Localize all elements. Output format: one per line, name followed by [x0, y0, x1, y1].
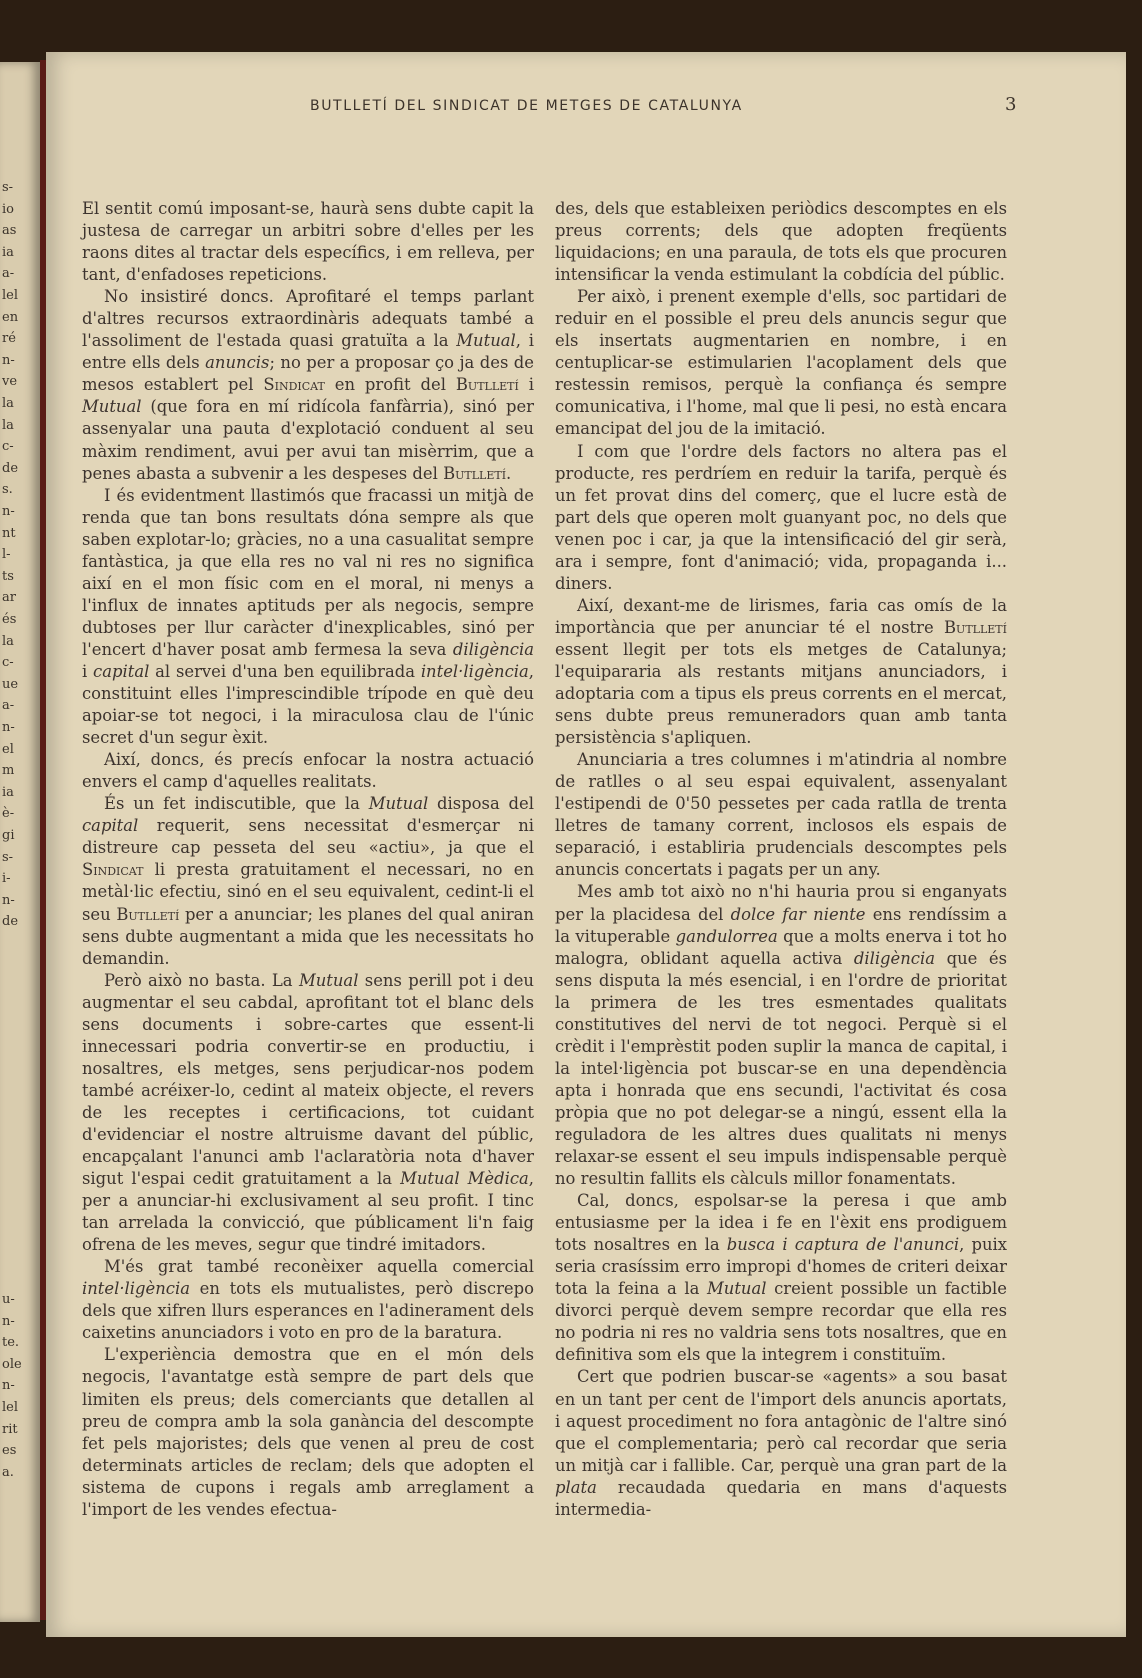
paragraph: No insistiré doncs. Aprofitaré el temps parlant d'altres recursos extraordinàris adequats també a l'assoliment de l'estada quasi gratuïta a la Mutual, i entre ells dels anuncis; no per a proposar ço ja des de mesos establert pel Sindicat en profit del Butlletí i Mutual (que fora en mí ridícola fanfàrria), sinó per assenyalar una pauta d'explotació conduent al seu màxim rendiment, avui per avui tan misèrrim, que a penes abasta a subvenir a les despeses del Butlletí.: [82, 287, 535, 483]
margin-fragment: nt: [2, 525, 16, 541]
margin-fragment: de: [2, 460, 19, 476]
paragraph: L'experiència demostra que en el món dels negocis, l'avantatge està sempre de part dels que limiten els preus; dels comerciants que detallen al preu de compra amb la sola ganància del descompte fet pels majoristes; dels que venen al preu de cost determinats articles de reclam; dels que adopten el sistema de cupons i regals amb arreglament a l'import de les vendes efectua-: [82, 1345, 534, 1519]
margin-fragment: n-: [2, 1378, 15, 1394]
paragraph: I com que l'ordre dels factors no altera pas el producte, res perdríem en reduir la tarifa, perquè és un fet provat dins del comerç, que el lucre està de part dels que operen molt guanyant poc, no dels que venen poc i car, ja que la intensificació del gir serà, ara i sempre, font d'animació; vida, propaganda i... diners.: [555, 441, 1007, 593]
margin-fragment: n-: [2, 720, 15, 735]
margin-fragment: l-: [2, 547, 11, 563]
margin-fragment: as: [2, 223, 17, 239]
margin-fragment: m: [2, 763, 15, 779]
margin-fragment: n-: [2, 892, 15, 908]
margin-fragment: rit: [2, 1421, 18, 1437]
margin-fragment: ia: [2, 244, 14, 260]
margin-fragment: gi: [2, 828, 15, 843]
paragraph: Així, dexant-me de lirismes, faria cas omís de la importància que per anunciar té el nostre Butlletí essent llegit per tots els metges de Catalunya; l'equipararia als restants mitjans anunciadors, i adoptaria com a tipus els preus corrents en el mercat, sens dubte preus remuneradors quan amb tanta persistència s'apliquen.: [555, 595, 1007, 748]
page-number: 3: [1005, 94, 1017, 115]
paragraph: Per això, i prenent exemple d'ells, soc partidari de reduir en el possible el preu dels anuncis segur que els insertats augmentarien en nombre, i en centuplicar-se estimularien l'acoplament dels que restessin remisos, perquè la confiança és sempre comunicativa, i l'home, mal que li pesi, no està encara emancipat del jou de la imitació.: [555, 287, 1007, 439]
margin-fragment: ue: [2, 676, 19, 692]
margin-fragment: la: [2, 417, 14, 433]
margin-fragment: ole: [2, 1356, 22, 1372]
paragraph: El sentit comú imposant-se, haurà sens dubte capit la justesa de carregar un arbitri sobre d'elles per les raons dites al tractar dels específics, i em relleva, per tant, d'enfadoses repeticions.: [82, 199, 534, 285]
margin-fragment: en: [2, 309, 19, 325]
margin-fragment: ar: [2, 590, 16, 606]
margin-fragment: lel: [2, 288, 19, 303]
paragraph: Així, doncs, és precís enfocar la nostra actuació envers el camp d'aquelles realitats.: [82, 750, 534, 792]
margin-fragment: la: [2, 633, 14, 649]
right-column: [555, 198, 1007, 1521]
margin-fragment: és: [2, 612, 17, 627]
adjacent-page-edge: [0, 62, 40, 1622]
margin-fragment: a-: [2, 698, 15, 714]
paragraph: Cal, doncs, espolsar-se la peresa i que amb entusiasme per la idea i fe en l'èxit ens prodiguem tots nosaltres en la busca i captura de l'anunci, puix seria crasíssim erro impropi d'homes de criteri deixar tota la feina a la Mutual creient possible un factible divorci perquè devem sempre recordar que ella res no podria ni res no valdria sens tots nosaltres, que en definitiva som els que la integrem i constituïm.: [555, 1191, 1007, 1365]
paragraph: des, dels que estableixen periòdics descomptes en els preus corrents; dels que adopten freqüents liquidacions; en una paraula, de tots els que procuren intensificar la venda estimulant la cobdícia del públic.: [555, 199, 1007, 285]
margin-fragment: io: [2, 201, 14, 217]
margin-fragment: ve: [2, 374, 18, 390]
margin-fragment: de: [2, 914, 19, 930]
paragraph: I és evidentment llastimós que fracassi un mitjà de renda que tan bons resultats dóna sempre als que saben explotar-lo; gràcies, no a una casualitat sempre fantàstica, ja que ella res no val ni res no significa així en el mon físic com en el moral, ni menys a l'influx de innates aptituds per als negocis, sempre dubtoses per llur caràcter d'inexplicables, sinó per l'encert d'haver posat amb fermesa la seva diligència i capital al servei d'una ben equilibrada intel·ligència, constituint elles l'imprescindible trípode en què deu apoiar-se tot negoci, i la miraculosa clau de l'únic secret d'un segur èxit.: [82, 485, 534, 748]
margin-fragment: u-: [2, 1292, 15, 1307]
paragraph: Cert que podrien buscar-se «agents» a sou basat en un tant per cent de l'import dels anuncis aportats, i aquest procediment no fora antagònic de l'altre sinó que el complementaria; però cal recordar que seria un mitjà car i fallible. Car, perquè una gran part de la plata recaudada quedaria en mans d'aquests intermedia-: [555, 1367, 1007, 1519]
margin-fragment: a.: [2, 1464, 14, 1480]
paragraph: Mes amb tot això no n'hi hauria prou si enganyats per la placidesa del dolce far niente ens rendíssim a la vituperable gandulorrea que a molts enerva i tot ho malogra, oblidant aquella activa diligència que és sens disputa la més esencial, i en l'ordre de prioritat la primera de les tres esmentades qualitats constitutives del nervi de tot negoci. Perquè si el crèdit i l'emprèstit poden suplir la manca de capital, i la intel·ligència pot buscar-se en una dependència apta i honrada que ens secundi, l'activitat és cosa pròpia que no pot delegar-se a ningú, essent ella la reguladora de les altres dues qualitats ni menys relaxar-se essent el seu impuls indispensable perquè no resultin fallits els càlculs millor fonamentats.: [555, 882, 1008, 1189]
margin-fragment: c-: [2, 439, 14, 455]
margin-fragment: n-: [2, 352, 15, 368]
margin-fragment: la: [2, 396, 14, 411]
paragraph: Anunciaria a tres columnes i m'atindria al nombre de ratlles o al seu espai equivalent, assenyalant l'estipendi de 0'50 pessetes per cada ratlla de trenta lletres de tamany corrent, inclosos els espais de separació, i establiria prudencials descomptes pels anuncis concertats i pagats per un any.: [555, 750, 1007, 880]
margin-fragment: s-: [2, 180, 14, 195]
paragraph: M'és grat també reconèixer aquella comercial intel·ligència en tots els mutualistes, però discrepo dels que xifren llurs esperances en l'adinerament dels caixetins anunciadors i voto en pro de la baratura.: [82, 1257, 534, 1343]
margin-fragment: te.: [2, 1335, 20, 1351]
margin-fragment: ts: [2, 568, 14, 584]
margin-fragment: ia: [2, 784, 14, 800]
margin-fragment: s.: [2, 482, 13, 498]
margin-fragment: s-: [2, 849, 14, 865]
margin-fragment: n-: [2, 1313, 15, 1329]
paragraph: Però això no basta. La Mutual sens perill pot i deu augmentar el seu cabdal, aprofitant tot el blanc dels sens documents i sobre-cartes que essent-li innecessari podria convertir-se en productiu, i nosaltres, els metges, sens perjudicar-nos podem també acréixer-lo, cedint al mateix objecte, el revers de les receptes i certificacions, tot cuidant d'evidenciar el nostre altruisme davant del públic, encapçalant l'anunci amb l'aclaratòria nota d'haver sigut l'espai cedit gratuitament a la Mutual Mèdica, per a anunciar-hi exclusivament al seu profit. I tinc tan arrelada la convicció, que públicament li'n faig ofrena de les meves, segur que tindré imitadors.: [82, 970, 534, 1255]
margin-fragment: lel: [2, 1400, 19, 1415]
margin-fragment: ré: [2, 331, 16, 347]
running-title: BUTLLETÍ DEL SINDICAT DE METGES DE CATALUNYA: [310, 98, 743, 114]
paragraph: És un fet indiscutible, que la Mutual disposa del capital requerit, sens necessitat d'esmerçar ni distreure cap pesseta del seu «actiu», ja que el Sindicat li presta gratuitament el necessari, no en metàl·lic efectiu, sinó en el seu equivalent, cedint-li el seu Butlletí per a anunciar; les planes del qual aniran sens dubte augmentant a mida que les necessitats ho demandin.: [82, 794, 534, 968]
margin-fragment: a-: [2, 266, 15, 282]
margin-fragment: el: [2, 741, 14, 757]
margin-fragment: è-: [2, 806, 15, 822]
margin-fragment: es: [2, 1443, 17, 1459]
margin-fragment: n-: [2, 504, 15, 519]
left-column: [82, 198, 534, 1521]
margin-fragment: i-: [2, 871, 11, 887]
margin-fragment: c-: [2, 655, 14, 671]
